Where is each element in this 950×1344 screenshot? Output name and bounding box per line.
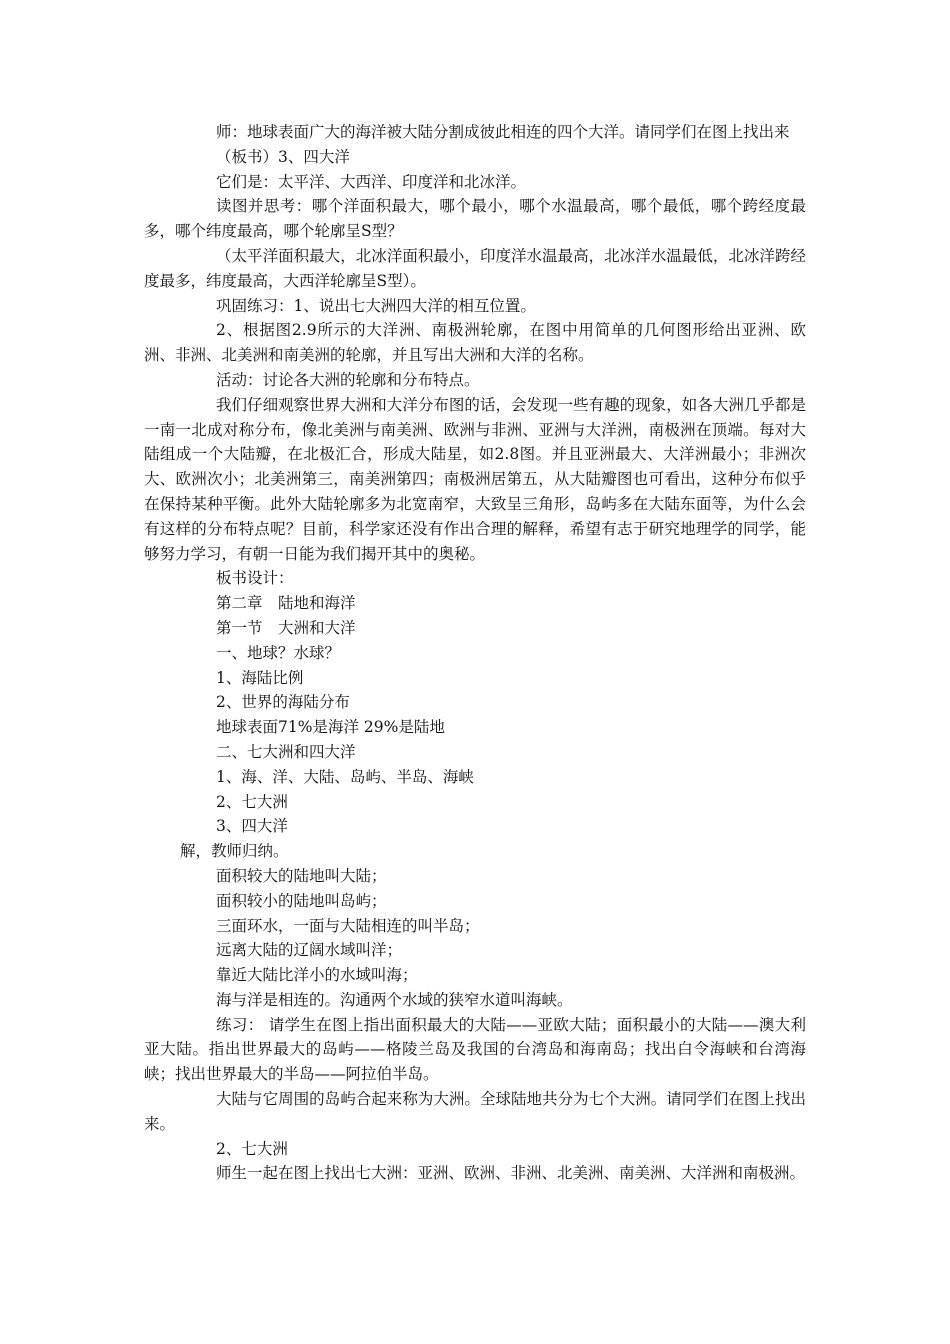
- outline-line: 1、海陆比例: [216, 668, 304, 687]
- paragraph: 师：地球表面广大的海洋被大陆分割成彼此相连的四个大洋。请同学们在图上找出来: [216, 123, 790, 141]
- definition-line: 靠近大陆比洋小的水域叫海；: [216, 966, 418, 985]
- board-design-heading: 板书设计：: [216, 569, 294, 588]
- definition-line: 面积较小的陆地叫岛屿；: [216, 891, 387, 910]
- outline-line: 第一节 大洲和大洋: [216, 618, 356, 637]
- paragraph: 活动：讨论各大洲的轮廓和分布特点。: [216, 370, 480, 389]
- outline-line: 1、海、洋、大陆、岛屿、半岛、海峡: [216, 767, 474, 786]
- definition-line: 三面环水，一面与大陆相连的叫半岛；: [216, 916, 480, 935]
- paragraph: 练习： 请学生在图上指出面积最大的大陆——亚欧大陆；面积最小的大陆——澳大利亚大陆。指出世界最大的岛屿——格陵兰岛及我国的台湾岛和海南岛；找出白令海峡和台湾海峡；找出世界最大的半岛——阿拉伯半岛。: [144, 1015, 806, 1084]
- paragraph: 师生一起在图上找出七大洲：亚洲、欧洲、非洲、北美洲、南美洲、大洋洲和南极洲。: [216, 1164, 806, 1183]
- document-body: [144, 120, 806, 1186]
- paragraph: 2、根据图2.9所示的大洋洲、南极洲轮廓，在图中用简单的几何图形给出亚洲、欧洲、非洲、北美洲和南美洲的轮廓，并且写出大洲和大洋的名称。: [144, 321, 806, 365]
- paragraph: 大陆与它周围的岛屿合起来称为大洲。全球陆地共分为七个大洲。请同学们在图上找出来。: [144, 1090, 806, 1133]
- definition-line: 海与洋是相连的。沟通两个水域的狭窄水道叫海峡。: [216, 990, 573, 1009]
- paragraph: 2、七大洲: [216, 1139, 288, 1158]
- outline-line: 第二章 陆地和海洋: [216, 594, 356, 613]
- paragraph: 它们是：太平洋、大西洋、印度洋和北冰洋。: [216, 172, 527, 191]
- paragraph: 解，教师归纳。: [180, 842, 289, 861]
- outline-line: 2、世界的海陆分布: [216, 693, 350, 712]
- outline-line: 一、地球？水球？: [216, 643, 341, 662]
- paragraph: （板书）3、四大洋: [216, 147, 350, 166]
- paragraph: 巩固练习：1、说出七大洲四大洋的相互位置。: [216, 296, 536, 315]
- outline-line: 二、七大洲和四大洋: [216, 742, 356, 761]
- outline-line: 地球表面71%是海洋 29%是陆地: [216, 718, 445, 737]
- definition-line: 面积较大的陆地叫大陆；: [216, 866, 387, 885]
- definition-line: 远离大陆的辽阔水域叫洋；: [216, 941, 403, 960]
- outline-line: 2、七大洲: [216, 792, 288, 811]
- paragraph: （太平洋面积最大，北冰洋面积最小，印度洋水温最高，北冰洋水温最低，北冰洋跨经度最多，纬度最高，大西洋轮廓呈S型）。: [144, 246, 806, 290]
- paragraph: 读图并思考：哪个洋面积最大，哪个最小，哪个水温最高，哪个最低，哪个跨经度最多，哪个纬度最高，哪个轮廓呈S型？: [144, 197, 806, 241]
- paragraph: 我们仔细观察世界大洲和大洋分布图的话，会发现一些有趣的现象，如各大洲几乎都是一南一北成对称分布，像北美洲与南美洲、欧洲与非洲、亚洲与大洋洲，南极洲在顶端。每对大陆组成一个大陆瓣，在北极汇合，形成大陆星，如2.8图。并且亚洲最大、大洋洲最小；非洲次大、欧洲次小；北美洲第三，南美洲第四；南极洲居第五，从大陆瓣图也可看出，这种分布似乎在保持某种平衡。此外大陆轮廓多为北宽南窄，大致呈三角形，岛屿多在大陆东面等，为什么会有这样的分布特点呢？目前，科学家还没有作出合理的解释，希望有志于研究地理学的同学，能够努力学习，有朝一日能为我们揭开其中的奥秘。: [144, 395, 806, 563]
- outline-line: 3、四大洋: [216, 817, 288, 836]
